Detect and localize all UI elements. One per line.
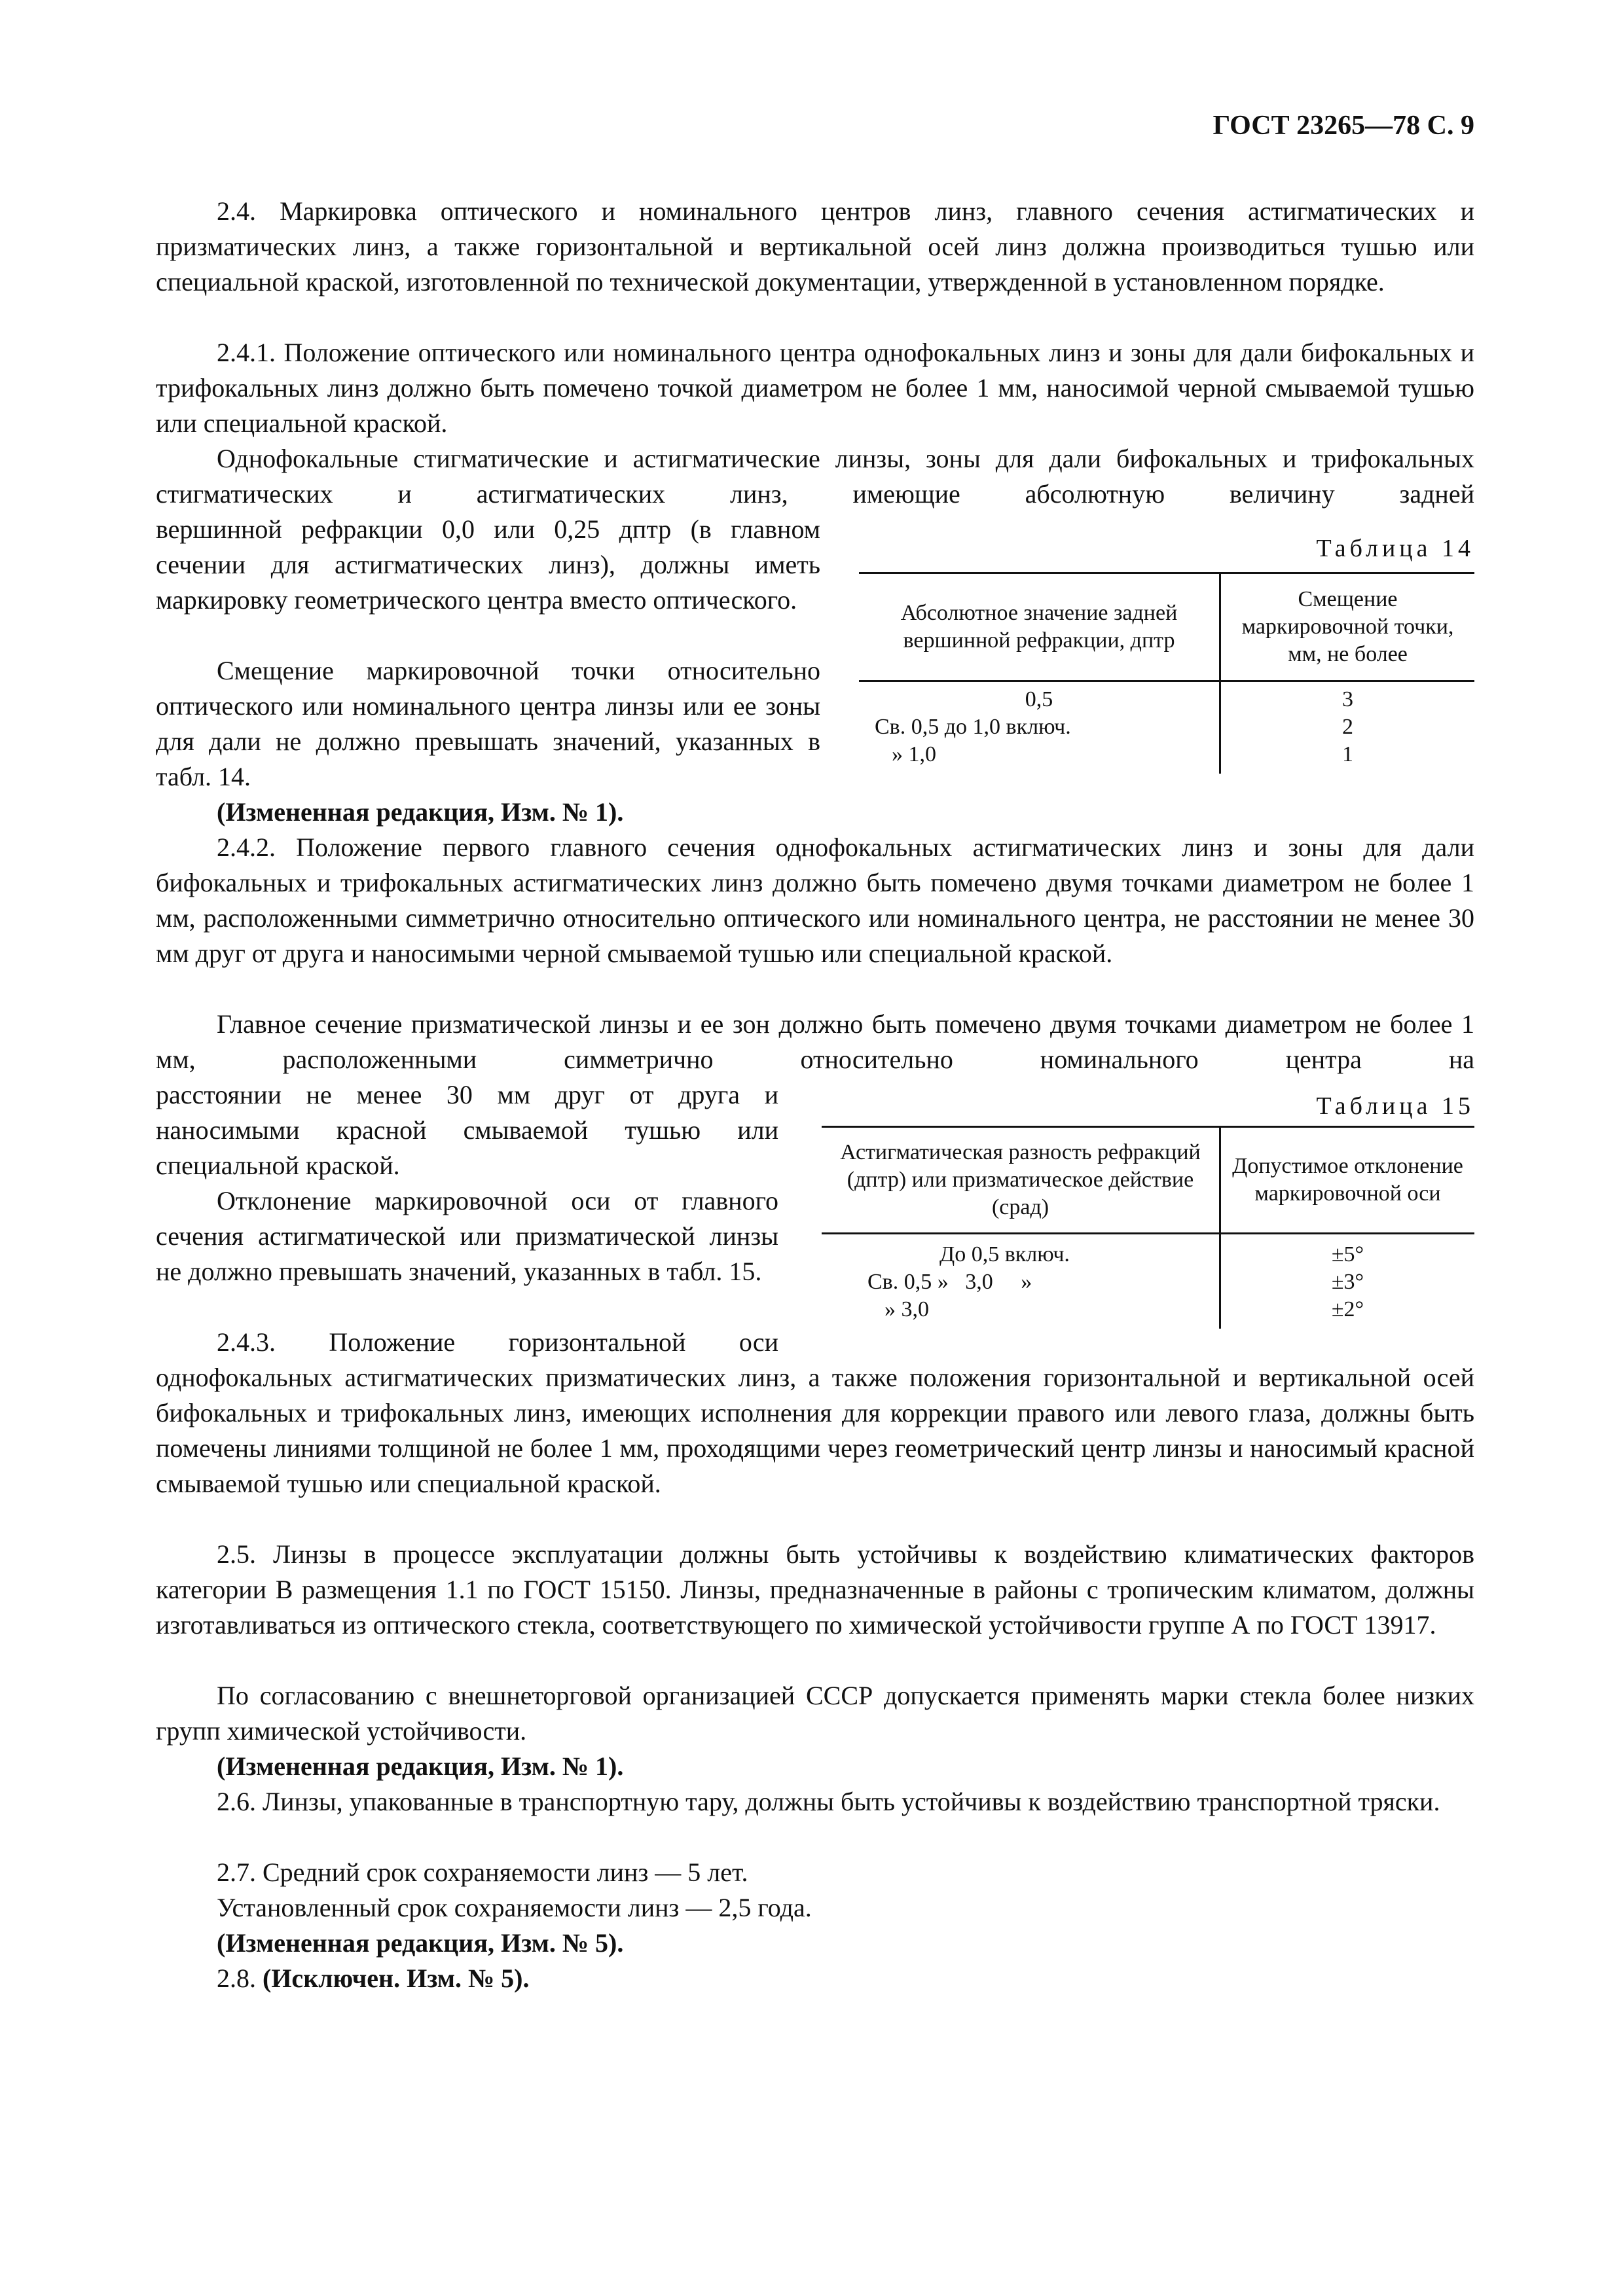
table-row (859, 681, 1474, 714)
paragraph-glass-grades: По согласованию с внешнеторговой организацией СССР допускается применять марки стекла более низких групп химической устойчивости. (156, 1681, 1474, 1746)
table-15-cell: До 0,5 включ. (822, 1234, 1220, 1269)
table-15-cell: » 3,0 (822, 1296, 1220, 1329)
paragraph-2-8 (217, 1961, 529, 1996)
amendment-note-3: (Измененная редакция, Изм. № 5). (217, 1928, 624, 1958)
paragraph-shelf-life: Установленный срок сохраняемости линз — 2,5 года. (217, 1893, 812, 1922)
table-15 (822, 1126, 1474, 1329)
paragraph-axis-deviation: Отклонение маркировочной оси от главного сечения астигматической или призматической линзы не должно превышать значений, указанных в табл. 15. (156, 1186, 778, 1286)
paragraph-2-4-2: 2.4.2. Положение первого главного сечения однофокальных астигматических линз и зоны для дали бифокальных и трифокальных астигматических линз должно быть помечено двумя точками диаметром не более 1 мм, расположенными симметрично относительно оптического или номинального центра, не расстоянии не менее 30 мм друг от друга и наносимыми черной смываемой тушью или специальной краской. (156, 833, 1474, 968)
table-15-col1-header: Астигматическая разность рефракций (дптр) или призматическое действие (срад) (822, 1127, 1220, 1234)
paragraph-2-6: 2.6. Линзы, упакованные в транспортную тару, должны быть устойчивы к воздействию транспортной тряски. (217, 1787, 1440, 1816)
table-14-cell: 1 (1342, 742, 1353, 766)
table-14 (859, 572, 1474, 774)
table-14-cell: 3 (1342, 687, 1353, 711)
table-14-cell: 2 (1342, 715, 1353, 739)
paragraph-offset: Смещение маркировочной точки относительно оптического или номинального центра линзы или ее зоны для дали не должно превышать значений, указанных в табл. 14. (156, 656, 820, 791)
paragraph-single-focal-cont: вершинной рефракции 0,0 или 0,25 дптр (в главном сечении для астигматических линз), должны иметь маркировку геометрического центра вместо оптического. (156, 514, 820, 615)
paragraph-prism-section-cont: расстоянии не менее 30 мм друг от друга и наносимыми красной смываемой тушью или специальной краской. (156, 1080, 778, 1180)
page-header: ГОСТ 23265—78 С. 9 (1213, 111, 1474, 141)
amendment-note-1: (Измененная редакция, Изм. № 1). (217, 797, 624, 827)
table-row (822, 1268, 1474, 1296)
table-15-col2-header: Допустимое отклонение маркировочной оси (1220, 1127, 1475, 1234)
paragraph-2-7: 2.7. Средний срок сохраняемости линз — 5 лет. (217, 1857, 748, 1887)
table-15-cell: Св. 0,5 » 3,0 » (822, 1268, 1220, 1296)
paragraph-2-5: 2.5. Линзы в процессе эксплуатации должны быть устойчивы к воздействию климатических факторов категории В размещения 1.1 по ГОСТ 15150. Линзы, предназначенные в районы с тропическим климатом, должны изготавливаться из оптического стекла, соответствующего по химической устойчивости группе А по ГОСТ 13917. (156, 1539, 1474, 1640)
table-row (822, 1296, 1474, 1329)
paragraph-2-4-3-cont: однофокальных астигматических призматических линз, а также положения горизонтальной и вертикальной осей бифокальных и трифокальных линз, имеющих исполнения для коррекции правого или левого глаза, должны быть помечены линиями толщиной не более 1 мм, проходящими через геометрический центр линзы и наносимый красной смываемой тушью или специальной краской. (156, 1363, 1474, 1498)
table-row (822, 1234, 1474, 1269)
paragraph-single-focal: Однофокальные стигматические и астигматические линзы, зоны для дали бифокальных и трифокальных стигматических и астигматических линз, имеющие абсолютную величину задней (156, 444, 1474, 509)
table-14-col2-header: Смещение маркировочной точки, мм, не более (1220, 573, 1475, 681)
table-14-cell: 0,5 (859, 681, 1220, 714)
paragraph-2-4-1: 2.4.1. Положение оптического или номинального центра однофокальных линз и зоны для дали бифокальных и трифокальных линз должно быть помечено точкой диаметром не более 1 мм, наносимой черной смываемой тушью или специальной краской. (156, 338, 1474, 438)
table-14-col1-header: Абсолютное значение задней вершинной рефракции, дптр (859, 573, 1220, 681)
table-14-caption: Таблица 14 (1316, 535, 1474, 562)
table-15-cell: ±5° (1331, 1242, 1364, 1266)
paragraph-prism-section: Главное сечение призматической линзы и ее зон должно быть помечено двумя точками диаметром не более 1 мм, расположенными симметрично относительно номинального центра на (156, 1009, 1474, 1074)
amendment-note-2: (Измененная редакция, Изм. № 1). (217, 1751, 624, 1781)
table-row (859, 741, 1474, 774)
paragraph-2-8-number: 2.8. (217, 1964, 263, 1993)
table-row (859, 713, 1474, 741)
paragraph-2-8-text: (Исключен. Изм. № 5). (263, 1964, 530, 1993)
table-15-cell: ±3° (1331, 1270, 1364, 1294)
table-15-cell: ±2° (1331, 1297, 1364, 1321)
paragraph-2-4: 2.4. Маркировка оптического и номинального центров линз, главного сечения астигматических и призматических линз, а также горизонтальной и вертикальной осей линз должна производиться тушью или специальной краской, изготовленной по технической документации, утвержденной в установленном порядке. (156, 196, 1474, 296)
paragraph-2-4-3: 2.4.3. Положение горизонтальной оси (217, 1327, 778, 1357)
table-14-cell: » 1,0 (859, 741, 1220, 774)
table-15-caption: Таблица 15 (1316, 1092, 1474, 1120)
table-14-cell: Св. 0,5 до 1,0 включ. (859, 713, 1220, 741)
